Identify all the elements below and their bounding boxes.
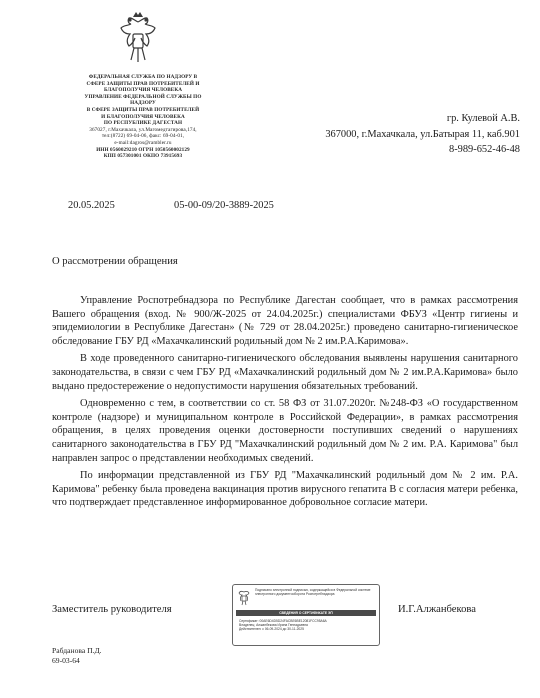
letter-body	[52, 294, 518, 514]
body-paragraph: По информации представленной из ГБУ РД "Махачкалинский родильный дом № 2 им. Р.А. Каримова" ребенку была проведена вакцинация против вирусного гепатита В с согласия матери ребенка, что подтверждает представленное информированное добровольное согласие матери.	[52, 470, 518, 509]
sender-line: ПО РЕСПУБЛИКЕ ДАГЕСТАН	[103, 120, 183, 127]
sender-ids: ИНН 0560029210 ОГРН 1050560002129	[96, 146, 190, 153]
certificate-number: Сертификат: 00AE6D4D5D24FACBE6BE12081FCC95A6A	[239, 619, 327, 623]
recipient-name: гр. Кулевой А.В.	[446, 113, 520, 124]
certificate-owner: Владелец: Алжанбекова Ирина Геннадьевна	[239, 623, 308, 628]
sender-line: НАДЗОРУ	[130, 100, 156, 107]
sender-block	[58, 74, 228, 160]
signatory-title: Заместитель руководителя	[52, 604, 172, 615]
executor-block	[52, 646, 102, 666]
body-paragraph: В ходе проведенного санитарно-гигиенического обследования выявлены нарушения санитарного законодательства, в связи с чем ГБУ РД «Махачкалинский родильный дом № 2 им.Р.А.Каримова» было выдано предостережение о недопустимости нарушения обязательных требований.	[52, 353, 518, 392]
stamp-header: Подписано электронной подписью, содержащейся в Федеральной системе электронного документооборота Роспотребнадзора	[255, 588, 371, 597]
stamp-title: СВЕДЕНИЯ О СЕРТИФИКАТЕ ЭП	[236, 610, 376, 616]
executor-phone: 69-03-64	[52, 656, 80, 665]
coat-of-arms-icon	[237, 589, 251, 607]
recipient-address: 367000, г.Махачкала, ул.Батырая 11, каб.901	[325, 128, 520, 140]
body-paragraph: Управление Роспотребнадзора по Республике Дагестан сообщает, что в рамках рассмотрения Вашего обращения (вход. № 900/Ж-2025 от 24.04.2025г.) специалистами ФБУЗ «Центр гигиены и эпидемиологии в Республике Дагестан» (№ 729 от 28.04.2025г.) проведено санитарно-гигиеническое обследование ГБУ РД «Махачкалинский родильный дом № 2 им.Р.А.Каримова».	[52, 295, 518, 347]
body-paragraph: Одновременно с тем, в соответствии со ст. 58 ФЗ от 31.07.2020г. №248-ФЗ «О государственном контроле (надзоре) и муниципальном контроле в Российской Федерации», в рамках рассмотрения обращения, в целях проведения оценки достоверности поступивших сведений о нарушениях санитарного законодательства в ГБУ РД "Махачкалинский родильный дом № 2 им. Р.А. Каримова" был направлен запрос о представлении необходимых сведений.	[52, 398, 518, 464]
sender-line: В СФЕРЕ ЗАЩИТЫ ПРАВ ПОТРЕБИТЕЛЕЙ	[86, 106, 200, 113]
letter-subject: О рассмотрении обращения	[52, 256, 178, 267]
recipient-phone: 8-989-652-46-48	[449, 144, 520, 155]
sender-line: БЛАГОПОЛУЧИЯ ЧЕЛОВЕКА	[103, 87, 183, 94]
sender-ids: КПП 057301001 ОКПО 73915693	[103, 153, 183, 160]
recipient-block	[296, 111, 520, 158]
electronic-signature-stamp	[232, 584, 380, 646]
sender-contact: 367027, г.Махачкала, ул.Магомедтагирова,174,	[89, 126, 197, 133]
sender-email: e-mail:dagros@rambler.ru	[114, 139, 172, 146]
stamp-info	[239, 619, 375, 631]
sender-contact: тел:(8722) 69-04-06, факс: 69-04-01,	[101, 133, 185, 140]
executor-name: Рабданова П.Д.	[52, 646, 102, 655]
registration-number: 05-00-09/20-3889-2025	[174, 200, 274, 211]
letter-date: 20.05.2025	[68, 200, 115, 211]
sender-line: СФЕРЕ ЗАЩИТЫ ПРАВ ПОТРЕБИТЕЛЕЙ И	[86, 80, 200, 87]
sender-line: УПРАВЛЕНИЕ ФЕДЕРАЛЬНОЙ СЛУЖБЫ ПО	[84, 93, 202, 100]
sender-line: И БЛАГОПОЛУЧИЯ ЧЕЛОВЕКА	[101, 113, 185, 120]
coat-of-arms-icon	[117, 12, 159, 68]
signatory-name: И.Г.Алжанбекова	[398, 604, 476, 615]
sender-line: ФЕДЕРАЛЬНАЯ СЛУЖБА ПО НАДЗОРУ В	[88, 74, 198, 80]
certificate-validity: Действителен: с 06-09-2024 до 30-11-2025	[239, 627, 304, 632]
